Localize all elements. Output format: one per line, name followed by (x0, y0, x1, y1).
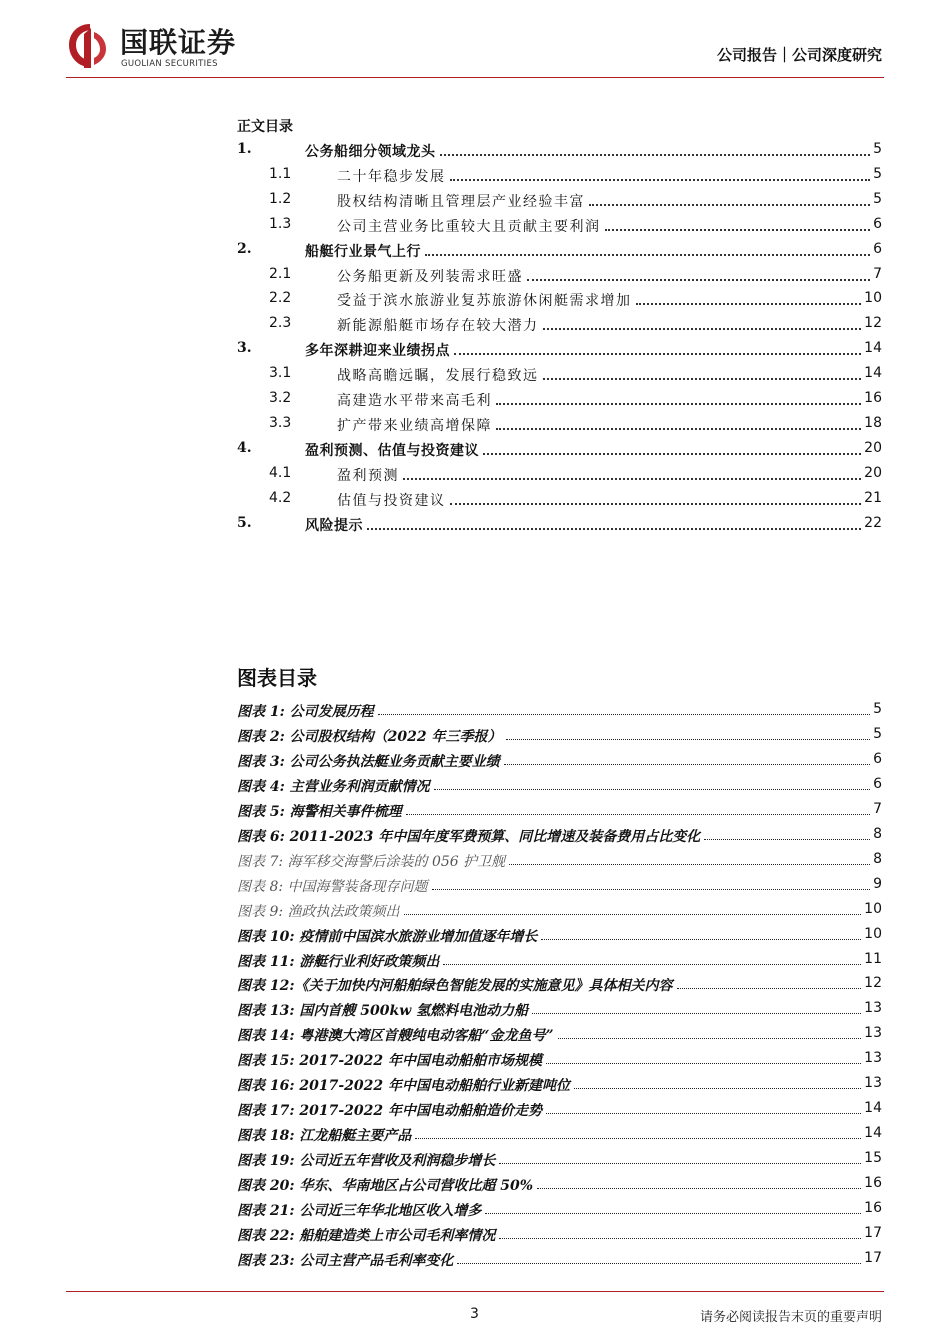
figure-leader-dots (499, 1233, 861, 1239)
figure-leader-dots (443, 959, 861, 965)
figure-entry[interactable] (237, 975, 882, 997)
figure-entry[interactable] (237, 801, 882, 823)
figure-leader-dots (541, 934, 861, 940)
toc-leader-dots (425, 250, 870, 256)
figure-entry-page: 13 (864, 1025, 882, 1042)
figure-entry-label: 图表 12:《关于加快内河船舶绿色智能发展的实施意见》具体相关内容 (237, 978, 673, 995)
figure-entry-label: 图表 14: 粤港澳大湾区首艘纯电动客船“金龙鱼号” (237, 1028, 554, 1045)
figure-entry-label: 图表 3: 公司公务执法艇业务贡献主要业绩 (237, 753, 500, 770)
toc-entry-number: 1.3 (269, 215, 292, 232)
toc-entry-title: 公务船细分领域龙头 (305, 144, 436, 160)
toc-entry-title: 风险提示 (305, 517, 363, 534)
figure-leader-dots (546, 1108, 861, 1114)
figure-leader-dots (457, 1258, 861, 1264)
toc-entry-page: 7 (873, 265, 882, 282)
toc-leader-dots (496, 399, 861, 405)
toc-entry-number: 3.3 (269, 414, 292, 431)
toc-entry[interactable] (237, 241, 882, 263)
footer-divider (66, 1291, 884, 1292)
toc-entry-page: 14 (864, 340, 882, 357)
toc-entry-number: 1. (237, 141, 252, 157)
figure-list-title: 图表目录 (237, 666, 317, 690)
toc-leader-dots (589, 200, 870, 206)
figure-leader-dots (499, 1158, 861, 1164)
toc-leader-dots (450, 499, 861, 505)
figure-entry-label: 图表 6: 2011-2023 年中国年度军费预算、同比增速及装备费用占比变化 (237, 828, 701, 845)
figure-entry[interactable] (237, 1150, 882, 1172)
figure-entry-page: 14 (864, 1125, 882, 1142)
figure-entry-page: 8 (873, 850, 882, 867)
figure-entry-page: 6 (873, 750, 882, 767)
figure-entry[interactable] (237, 1225, 882, 1247)
figure-entry-page: 9 (873, 875, 882, 892)
figure-entry[interactable] (237, 1125, 882, 1147)
toc-entry-number: 4.1 (269, 464, 292, 481)
figure-entry[interactable] (237, 776, 882, 798)
toc-leader-dots (440, 150, 870, 156)
figure-entry[interactable] (237, 901, 882, 923)
toc-entry-title: 船艇行业景气上行 (305, 243, 421, 260)
figure-entry-page: 10 (864, 900, 882, 917)
figure-entry[interactable] (237, 726, 882, 748)
figure-entry-label: 图表 21: 公司近三年华北地区收入增多 (237, 1203, 482, 1219)
figure-entry[interactable] (237, 1025, 882, 1047)
toc-entry[interactable] (237, 216, 882, 238)
figure-leader-dots (532, 1008, 861, 1014)
toc-entry-page: 20 (864, 439, 882, 456)
toc-entry-page: 5 (873, 190, 882, 207)
figure-entry[interactable] (237, 851, 882, 873)
figure-leader-dots (546, 1058, 861, 1064)
toc-entry-page: 21 (864, 489, 882, 506)
toc-entry-title: 受益于滨水旅游业复苏旅游休闲艇需求增加 (337, 293, 632, 310)
figure-leader-dots (704, 834, 870, 840)
figure-entry-label: 图表 5: 海警相关事件梳理 (237, 803, 402, 820)
figure-entry[interactable] (237, 826, 882, 848)
toc-entry[interactable] (237, 166, 882, 188)
toc-entry-title: 高建造水平带来高毛利 (337, 393, 492, 409)
toc-title: 正文目录 (237, 119, 293, 135)
figure-entry[interactable] (237, 1000, 882, 1022)
figure-entry-page: 16 (864, 1200, 882, 1216)
toc-leader-dots (636, 299, 861, 305)
page-header (0, 0, 950, 90)
report-type: 公司报告｜公司深度研究 (716, 46, 882, 64)
figure-entry-label: 图表 10: 疫情前中国滨水旅游业增加值逐年增长 (237, 928, 538, 945)
figure-entry[interactable] (237, 1050, 882, 1072)
toc-entry-page: 14 (864, 365, 882, 382)
toc-entry-page: 16 (864, 390, 882, 406)
figure-leader-dots (406, 809, 870, 815)
figure-leader-dots (537, 1183, 861, 1189)
toc-entry-number: 2.2 (269, 290, 292, 307)
figure-entry-label: 图表 22: 船舶建造类上市公司毛利率情况 (237, 1227, 496, 1244)
figure-entry[interactable] (237, 926, 882, 948)
toc-leader-dots (496, 424, 861, 430)
figure-entry-label: 图表 16: 2017-2022 年中国电动船舶行业新建吨位 (237, 1078, 571, 1095)
toc-entry[interactable] (237, 490, 882, 512)
header-divider (66, 77, 884, 78)
figure-entry-page: 14 (864, 1100, 882, 1117)
figure-entry-label: 图表 20: 华东、华南地区占公司营收比超 50% (237, 1178, 534, 1195)
toc-entry-title: 估值与投资建议 (337, 492, 446, 509)
figure-entry-label: 图表 11: 游艇行业利好政策频出 (237, 953, 440, 970)
figure-entry[interactable] (237, 1075, 882, 1097)
toc-entry-title: 公司主营业务比重较大且贡献主要利润 (337, 218, 601, 235)
figure-entry-page: 5 (873, 701, 882, 717)
toc-entry-number: 2. (237, 240, 252, 257)
toc-entry-number: 4. (237, 439, 252, 456)
brand-name-cn: 国联证券 (120, 26, 237, 59)
toc-entry-page: 20 (864, 464, 882, 481)
toc-entry[interactable] (237, 440, 882, 462)
toc-entry-title: 盈利预测 (337, 467, 399, 484)
toc-entry-page: 6 (873, 240, 882, 257)
figure-entry-page: 8 (873, 825, 882, 842)
figure-entry-label: 图表 1: 公司发展历程 (237, 704, 374, 720)
toc-entry[interactable] (237, 415, 882, 437)
toc-entry[interactable] (237, 365, 882, 387)
figure-entry-label: 图表 2: 公司股权结构（2022 年三季报） (237, 728, 502, 745)
toc-leader-dots (543, 324, 861, 330)
toc-entry[interactable] (237, 465, 882, 487)
toc-leader-dots (605, 225, 870, 231)
figure-entry-page: 11 (864, 950, 882, 967)
toc-entry[interactable] (237, 515, 882, 537)
figure-leader-dots (434, 784, 870, 790)
figure-entry-page: 12 (864, 975, 882, 992)
page-number: 3 (470, 1306, 479, 1322)
toc-entry-page: 6 (873, 215, 882, 232)
toc-entry-title: 盈利预测、估值与投资建议 (305, 442, 479, 459)
figure-entry[interactable] (237, 1175, 882, 1197)
figure-entry-label: 图表 4: 主营业务利润贡献情况 (237, 778, 430, 795)
footer-disclaimer: 请务必阅读报告末页的重要声明 (699, 1310, 882, 1325)
figure-leader-dots (574, 1083, 861, 1089)
figure-leader-dots (404, 909, 861, 915)
figure-entry-page: 17 (864, 1249, 882, 1266)
toc-entry-number: 4.2 (269, 489, 292, 506)
figure-leader-dots (504, 759, 870, 765)
toc-leader-dots (543, 374, 861, 380)
toc-entry-title: 扩产带来业绩高增保障 (337, 417, 492, 434)
toc-entry[interactable] (237, 340, 882, 362)
toc-entry-page: 18 (864, 414, 882, 431)
figure-entry-label: 图表 19: 公司近五年营收及利润稳步增长 (237, 1153, 496, 1170)
toc-entry-number: 1.2 (269, 190, 292, 207)
toc-leader-dots (450, 175, 870, 181)
toc-entry-number: 2.1 (269, 265, 292, 282)
toc-entry-number: 5. (237, 514, 252, 531)
toc-entry-number: 3.2 (269, 390, 292, 406)
toc-entry-number: 3.1 (269, 365, 292, 382)
figure-entry-label: 图表 7: 海军移交海警后涂装的 056 护卫舰 (237, 853, 506, 870)
toc-entry-page: 5 (873, 141, 882, 157)
figure-entry-page: 16 (864, 1175, 882, 1192)
figure-leader-dots (485, 1208, 861, 1214)
toc-entry-title: 新能源船艇市场存在较大潜力 (337, 318, 539, 335)
figure-entry-page: 5 (873, 725, 882, 742)
figure-entry-label: 图表 18: 江龙船艇主要产品 (237, 1128, 412, 1145)
toc-entry-title: 战略高瞻远瞩，发展行稳致远 (337, 368, 539, 385)
toc-entry-page: 10 (864, 290, 882, 307)
figure-leader-dots (378, 709, 870, 715)
figure-leader-dots (558, 1033, 861, 1039)
toc-entry-title: 股权结构清晰且管理层产业经验丰富 (337, 193, 585, 210)
figure-entry-label: 图表 15: 2017-2022 年中国电动船舶市场规模 (237, 1053, 543, 1070)
figure-entry-page: 6 (873, 775, 882, 792)
figure-entry-label: 图表 17: 2017-2022 年中国电动船舶造价走势 (237, 1103, 543, 1120)
toc-entry-title: 公务船更新及列装需求旺盛 (337, 268, 523, 285)
figure-entry-page: 17 (864, 1224, 882, 1241)
figure-leader-dots (677, 983, 861, 989)
toc-entry-page: 22 (864, 514, 882, 531)
guolian-logo-icon (66, 22, 114, 70)
toc-entry-number: 3. (237, 340, 252, 357)
figure-entry-label: 图表 13: 国内首艘 500kw 氢燃料电池动力船 (237, 1003, 529, 1020)
figure-entry[interactable] (237, 1100, 882, 1122)
toc-entry[interactable] (237, 191, 882, 213)
figure-leader-dots (506, 734, 870, 740)
figure-leader-dots (432, 884, 870, 890)
figure-entry-page: 15 (864, 1150, 882, 1167)
toc-entry-number: 1.1 (269, 165, 292, 182)
toc-leader-dots (527, 275, 870, 281)
toc-entry[interactable] (237, 390, 882, 412)
figure-entry[interactable] (237, 1250, 882, 1272)
toc-entry-page: 5 (873, 165, 882, 182)
toc-leader-dots (483, 449, 861, 455)
figure-entry[interactable] (237, 951, 882, 973)
figure-entry-page: 13 (864, 1075, 882, 1092)
figure-entry-label: 图表 8: 中国海警装备现存问题 (237, 878, 428, 895)
toc-entry-title: 二十年稳步发展 (337, 168, 446, 185)
figure-entry[interactable] (237, 876, 882, 898)
toc-leader-dots (403, 474, 861, 480)
figure-entry[interactable] (237, 751, 882, 773)
toc-entry-page: 12 (864, 315, 882, 332)
toc-entry[interactable] (237, 315, 882, 337)
toc-entry-number: 2.3 (269, 315, 292, 332)
brand-name-en: GUOLIAN SECURITIES (121, 59, 218, 69)
figure-entry[interactable] (237, 1200, 882, 1222)
figure-entry-page: 7 (873, 800, 882, 817)
toc-leader-dots (454, 349, 861, 355)
figure-entry[interactable] (237, 701, 882, 723)
toc-entry-title: 多年深耕迎来业绩拐点 (305, 343, 450, 360)
figure-entry-label: 图表 23: 公司主营产品毛利率变化 (237, 1252, 454, 1269)
toc-entry[interactable] (237, 290, 882, 312)
figure-leader-dots (509, 859, 870, 865)
toc-entry[interactable] (237, 141, 882, 163)
figure-leader-dots (415, 1133, 861, 1139)
toc-entry[interactable] (237, 266, 882, 288)
figure-entry-page: 13 (864, 1000, 882, 1017)
figure-entry-label: 图表 9: 渔政执法政策频出 (237, 903, 400, 920)
figure-entry-page: 10 (864, 925, 882, 942)
figure-entry-page: 13 (864, 1050, 882, 1067)
toc-leader-dots (367, 524, 861, 530)
